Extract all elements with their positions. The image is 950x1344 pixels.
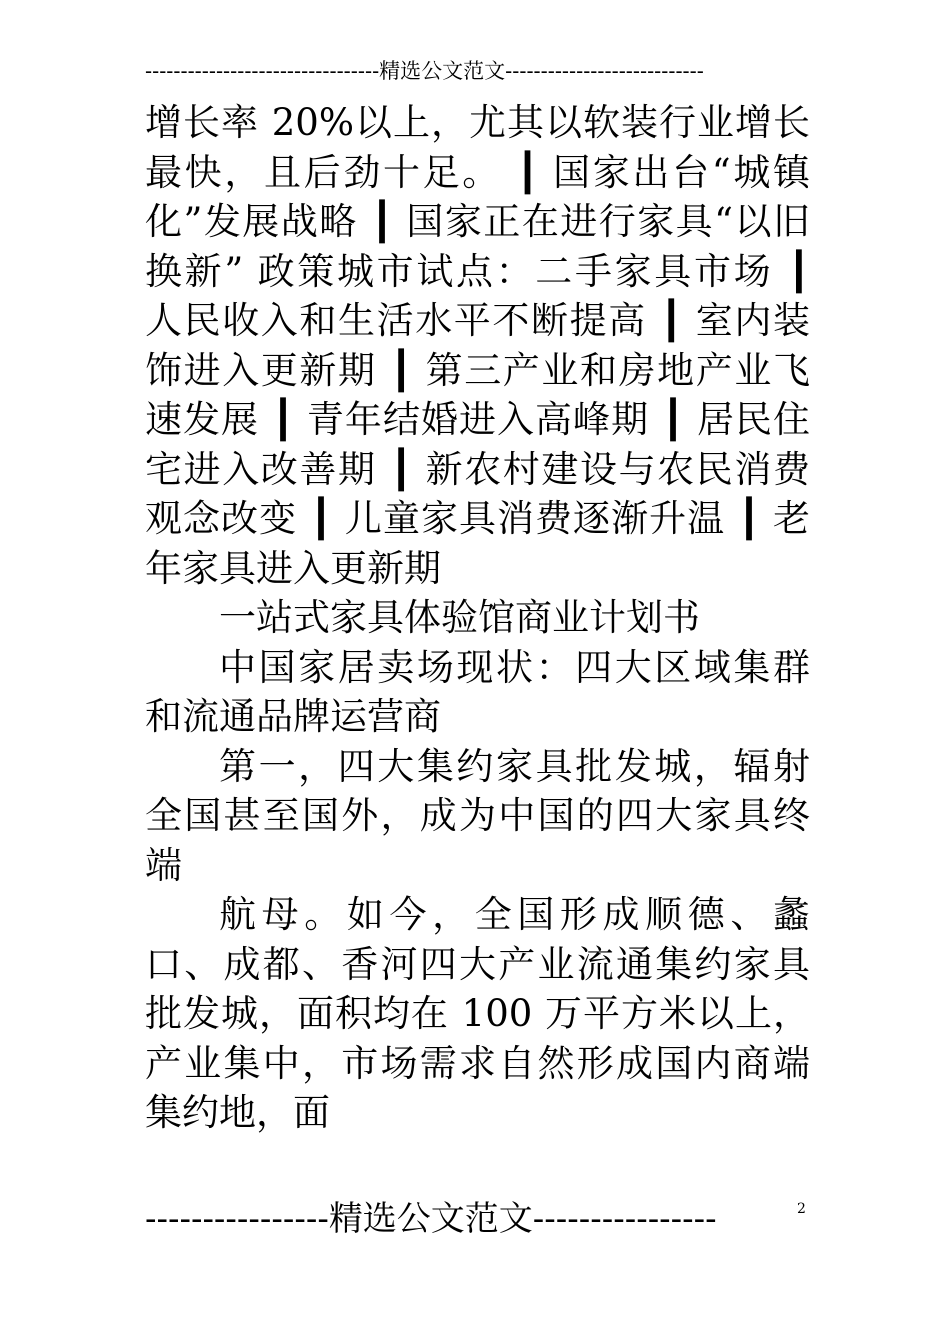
paragraph-first-point: 第一，四大集约家具批发城，辐射全国甚至国外，成为中国的四大家具终端 — [145, 744, 810, 887]
paragraph-trends: 增长率 20%以上，尤其以软装行业增长最快，且后劲十足。 ┃ 国家出台“城镇化”发展战略 ┃ 国家正在进行家具“以旧换新” 政策城市试点：二手家具市场 ┃ 人民收入和生活水平不断提高 ┃ 室内装饰进入更新期 ┃ 第三产业和房地产业飞速发展 ┃ 青年结婚进入高峰期 ┃ 居民住宅进入改善期 ┃ 新农村建设与农民消费观念改变 ┃ 儿童家具消费逐渐升温 ┃ 老年家具进入更新期 — [145, 101, 810, 590]
page-footer: ----------------精选公文范文---------------- — [145, 1199, 717, 1239]
paragraph-plan-title: 一站式家具体验馆商业计划书 — [219, 596, 700, 639]
document-body — [145, 98, 810, 1138]
page-header: ---------------------------------精选公文范文---------------------------- — [145, 59, 704, 83]
paragraph-market-status: 中国家居卖场现状：四大区域集群和流通品牌运营商 — [145, 645, 810, 738]
paragraph-carrier: 航母。如今，全国形成顺德、蠡口、成都、香河四大产业流通集约家具批发城，面积均在 100 万平方米以上，产业集中，市场需求自然形成国内商端集约地，面 — [145, 893, 810, 1134]
page-number: 2 — [797, 1201, 806, 1217]
